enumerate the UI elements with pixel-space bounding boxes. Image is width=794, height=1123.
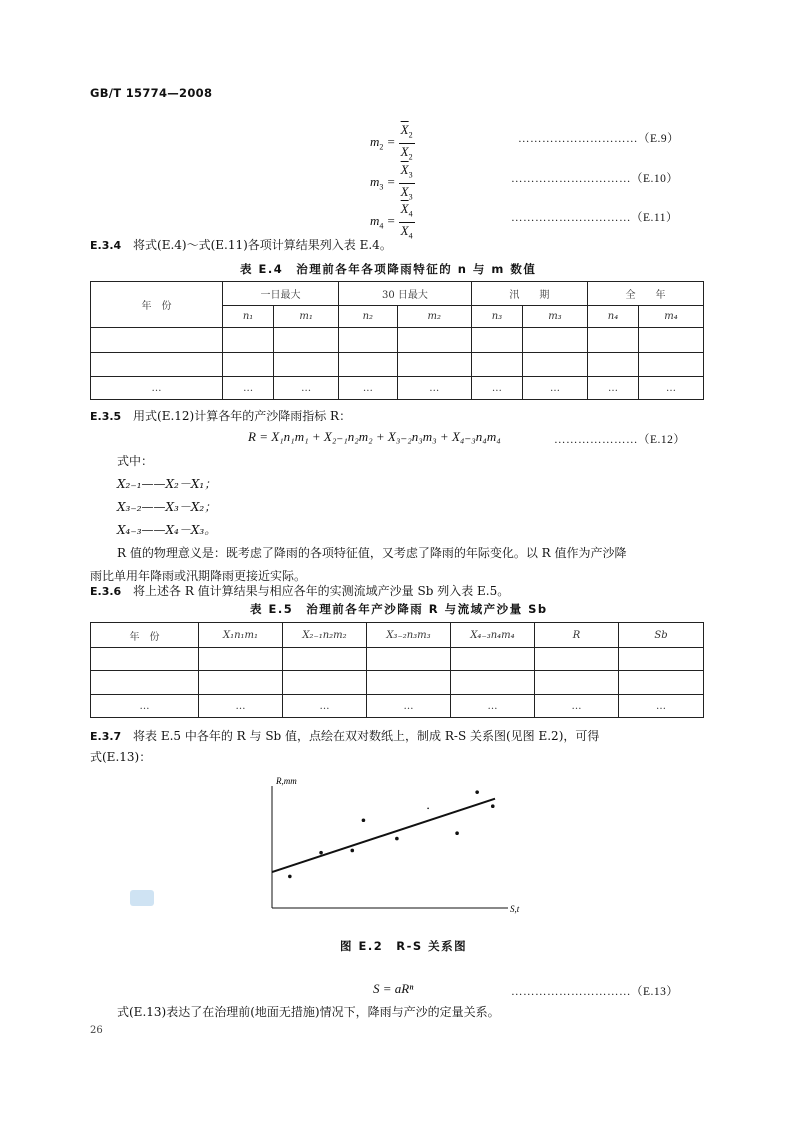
table-cell: m₃: [523, 306, 588, 328]
table-cell: m₄: [639, 306, 704, 328]
data-point: [455, 831, 459, 835]
table-cell: X₁n₁m₁: [199, 623, 283, 648]
data-point: [475, 790, 479, 794]
table-cell: 全 年: [587, 282, 703, 306]
section-number: E.3.4: [90, 239, 122, 252]
data-point: [350, 849, 354, 853]
table-cell: …: [91, 377, 223, 400]
table-cell: n₃: [471, 306, 522, 328]
table-cell: 年 份: [91, 282, 223, 328]
table-cell: 一日最大: [223, 282, 339, 306]
table-row: [91, 695, 704, 718]
x-axis-label: S,t: [510, 904, 520, 914]
section-e36: [90, 582, 509, 599]
table-row: [91, 671, 704, 695]
equation-e11-ref: …………………………（E.11）: [511, 212, 678, 224]
table-cell: …: [199, 695, 283, 718]
table-row: [91, 353, 704, 377]
table-cell: …: [619, 695, 704, 718]
equation-e13: S = aRⁿ: [373, 981, 414, 996]
table-cell: …: [471, 377, 522, 400]
table-cell: n₁: [223, 306, 274, 328]
data-point: [362, 818, 366, 822]
equation-e9: $m_2$ = $\frac{\overline{X}_2}{X_2}$: [370, 122, 413, 162]
section-text: 将表 E.5 中各年的 R 与 Sb 值，点绘在双对数纸上，制成 R-S 关系图(见图 E.2)，可得: [133, 729, 600, 743]
data-point: [288, 875, 292, 879]
table-cell: Sb: [619, 623, 704, 648]
section-number: E.3.6: [90, 585, 122, 598]
fit-line: [272, 799, 495, 872]
table-cell: …: [587, 377, 638, 400]
table-cell: …: [223, 377, 274, 400]
y-axis-label: R,mm: [276, 776, 297, 786]
table-cell: …: [274, 377, 339, 400]
table-cell: …: [397, 377, 471, 400]
section-number: E.3.7: [90, 730, 122, 743]
equation-e10: $m_3$ = $\frac{\overline{X}_3}{X_3}$: [370, 162, 413, 202]
section-text: 将上述各 R 值计算结果与相应各年的实测流域产沙量 Sb 列入表 E.5。: [133, 584, 510, 598]
table-row: [91, 328, 704, 353]
section-e37: [90, 727, 599, 744]
table-cell: m₂: [397, 306, 471, 328]
equation-e12: R = X₁n₁m₁ + X₂₋₁n₂m₂ + X₃₋₂n₃m₃ + X₄₋₃n₄m₄: [248, 429, 501, 444]
equation-e11: $m_4$ = $\frac{\overline{X}_4}{X_4}$: [370, 201, 413, 241]
section-number: E.3.5: [90, 410, 122, 423]
table-cell: …: [523, 377, 588, 400]
section-text: 用式(E.12)计算各年的产沙降雨指标 R：: [133, 409, 352, 423]
table-cell: …: [91, 695, 199, 718]
table-cell: …: [639, 377, 704, 400]
paragraph-e13-desc: 式(E.13)表达了在治理前(地面无措施)情况下，降雨与产沙的定量关系。: [117, 1005, 500, 1019]
equation-e9-ref: …………………………（E.9）: [518, 133, 680, 145]
section-text: 将式(E.4)～式(E.11)各项计算结果列入表 E.4。: [133, 238, 392, 252]
data-point: [491, 804, 495, 808]
table-cell: n₂: [339, 306, 398, 328]
table-cell: n₄: [587, 306, 638, 328]
standard-header: GB/T 15774—2008: [90, 86, 213, 100]
data-point: [319, 851, 323, 855]
paragraph-r-line1: R 值的物理意义是：既考虑了降雨的各项特征值，又考虑了降雨的年际变化。以 R 值作为产沙降: [117, 546, 627, 560]
table-e5: [90, 622, 704, 718]
table-e5-caption: 表 E.5 治理前各年产沙降雨 R 与流域产沙量 Sb: [250, 602, 548, 616]
watermark-logo: [130, 890, 154, 906]
table-cell: 年 份: [91, 623, 199, 648]
table-cell: X₄₋₃n₄m₄: [451, 623, 535, 648]
table-cell: 30 日最大: [339, 282, 472, 306]
table-row: [91, 377, 704, 400]
definition-2: X₃₋₂——X₃－X₂；: [117, 500, 217, 514]
table-e4-caption: 表 E.4 治理前各年各项降雨特征的 n 与 m 数值: [240, 262, 537, 276]
where-label: 式中：: [117, 454, 154, 468]
table-cell: m₁: [274, 306, 339, 328]
table-cell: …: [339, 377, 398, 400]
table-cell: …: [283, 695, 367, 718]
table-cell: 汛 期: [471, 282, 587, 306]
equation-e10-ref: …………………………（E.10）: [511, 173, 679, 185]
table-cell: …: [367, 695, 451, 718]
page-number: 26: [90, 1025, 103, 1036]
definition-1: X₂₋₁——X₂－X₁；: [117, 477, 217, 491]
section-e37-line2: 式(E.13)：: [90, 750, 152, 764]
equation-e12-ref: …………………（E.12）: [554, 434, 686, 446]
definition-3: X₄₋₃——X₄－X₃。: [117, 523, 217, 537]
section-e35: [90, 407, 351, 424]
table-cell: …: [535, 695, 619, 718]
data-point: [427, 808, 429, 810]
paragraph-r-line2: 雨比单用年降雨或汛期降雨更接近实际。: [90, 569, 307, 583]
table-cell: X₃₋₂n₃m₃: [367, 623, 451, 648]
section-e34: [90, 236, 392, 253]
table-cell: R: [535, 623, 619, 648]
equation-e13-ref: …………………………（E.13）: [511, 986, 679, 998]
figure-e2-caption: 图 E.2 R-S 关系图: [340, 939, 468, 953]
table-row: [91, 648, 704, 671]
table-e4: [90, 281, 704, 400]
data-point: [395, 837, 399, 841]
table-cell: X₂₋₁n₂m₂: [283, 623, 367, 648]
table-cell: …: [451, 695, 535, 718]
rs-chart: [240, 770, 540, 920]
